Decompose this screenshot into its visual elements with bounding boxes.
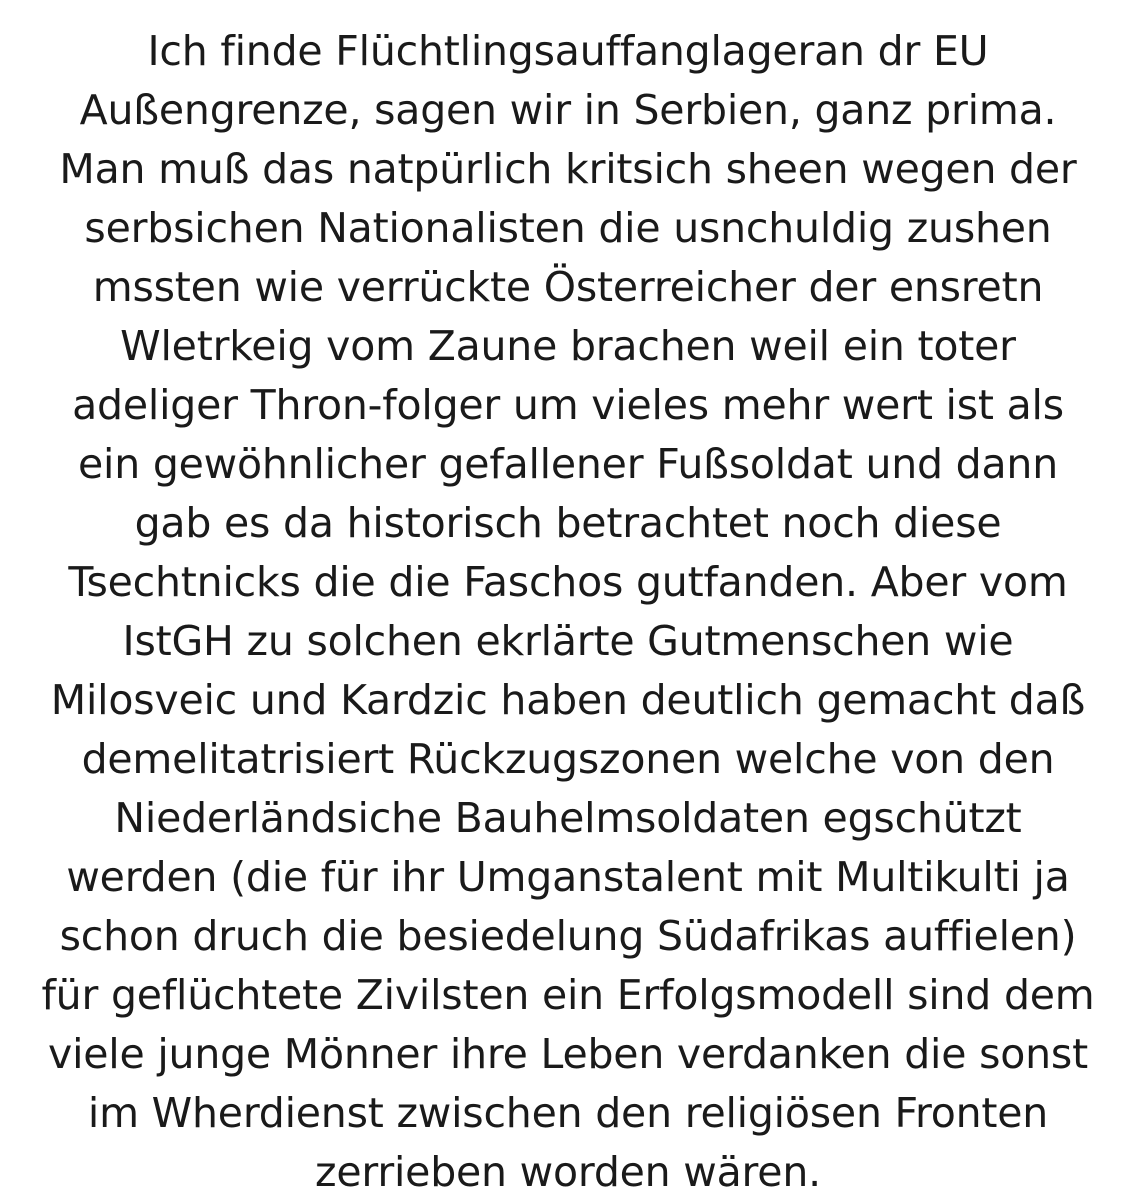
document-body-text: Ich finde Flüchtlingsauffanglageran dr EU Außengrenze, sagen wir in Serbien, ganz prima. Man muß das natpürlich kritsich sheen wegen der serbsichen Nationalisten die usnchuldig zushen mssten wie verrückte Österreicher der ensretn Wletrkeig vom Zaune brachen weil ein toter adeliger Thron-folger um vieles mehr wert ist als ein gewöhnlicher gefallener Fußsoldat und dann gab es da historisch betrachtet noch diese Tsechtnicks die die Faschos gutfanden. Aber vom IstGH zu solchen ekrlärte Gutmenschen wie Milosveic und Kardzic haben deutlich gemacht daß demelitatrisiert Rückzugszonen welche von den Niederländsiche Bauhelmsoldaten egschützt werden (die für ihr Umganstalent mit Multikulti ja schon druch die besiedelung Südafrikas auffielen) für geflüchtete Zivilsten ein Erfolgsmodell sind dem viele junge Mönner ihre Leben verdanken die sonst im Wherdienst zwischen den religiösen Fronten zerrieben worden wären.	[41, 27, 1095, 1196]
